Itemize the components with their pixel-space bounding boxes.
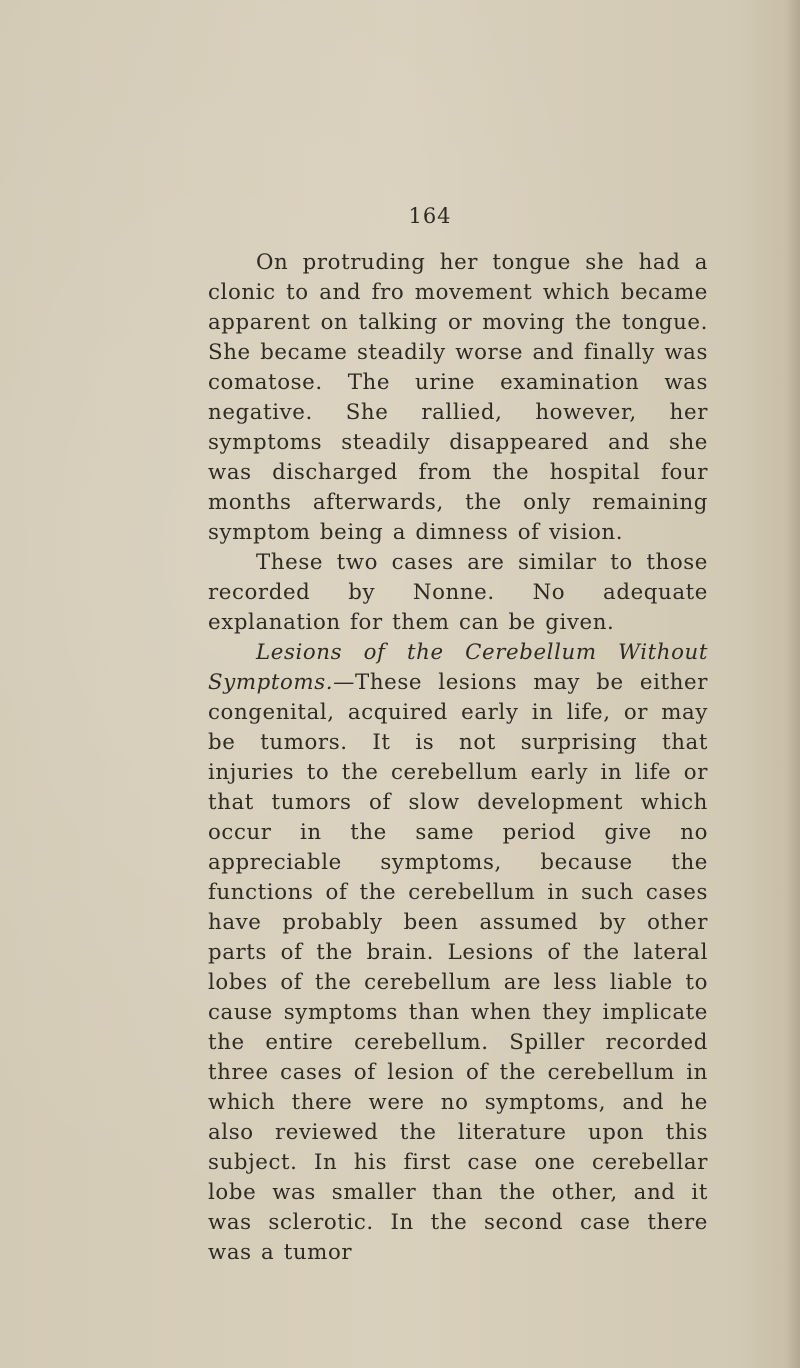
- paragraph-clinical-case: On protruding her tongue she had a clonic to and fro movement which became apparent on talking or moving the tongue. She became steadily worse and finally was comatose. The urine examination was negative. She rallied, however, her symptoms steadily disappeared and she was discharged from the hospital four months afterwards, the only remaining symptom being a dimness of vision.: [208, 250, 708, 545]
- page-number: 164: [408, 204, 452, 228]
- paragraph-lesions-without-symptoms: [208, 638, 708, 1268]
- body-text: [208, 248, 708, 1268]
- paragraph-nonne-comparison: These two cases are similar to those recorded by Nonne. No adequate explanation for them can be given.: [208, 550, 708, 635]
- paragraph-lesions-body: These lesions may be either congenital, acquired early in life, or may be tumors. It is not surprising that injuries to the cerebellum early in life or that tumors of slow development which occur in the same period give no appreciable symptoms, because the functions of the cerebellum in such cases have probably been assumed by other parts of the brain. Lesions of the lateral lobes of the cerebellum are less liable to cause symptoms than when they implicate the entire cerebellum. Spiller recorded three cases of lesion of the cerebellum in which there were no symptoms, and he also reviewed the literature upon this subject. In his first case one cerebellar lobe was smaller than the other, and it was sclerotic. In the second case there was a tumor: [208, 670, 708, 1265]
- section-heading-lesions: Lesions of the Cerebellum Without Symptoms.—: [208, 640, 708, 695]
